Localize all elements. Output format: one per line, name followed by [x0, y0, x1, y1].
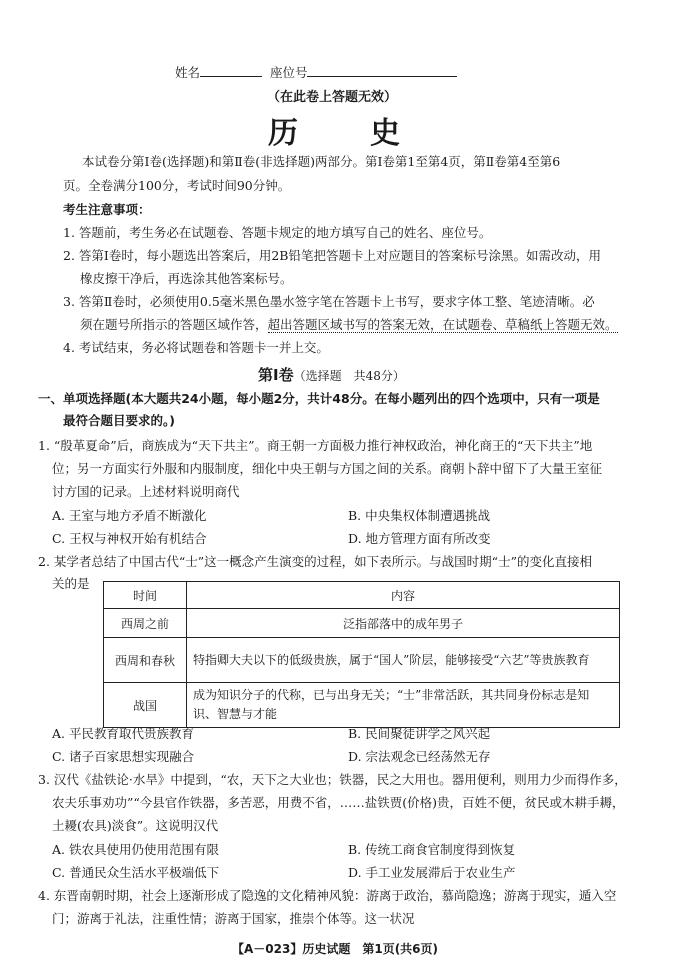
name-blank	[200, 76, 262, 77]
table-cell-time: 西周之前	[104, 609, 187, 638]
intro-line-1: 本试卷分第Ⅰ卷(选择题)和第Ⅱ卷(非选择题)两部分。第Ⅰ卷第1至第4页，第Ⅱ卷第4至第6	[82, 154, 561, 169]
section-title	[258, 364, 405, 385]
table-cell-time: 战国	[104, 683, 187, 728]
q1-option-d: D. 地方管理方面有所改变	[348, 531, 491, 546]
q2-line-2: 关的是	[52, 576, 90, 591]
notes-heading: 考生注意事项：	[63, 202, 151, 217]
intro-line-2: 页。全卷满分100分，考试时间90分钟。	[63, 178, 291, 193]
table-row	[104, 683, 620, 728]
table-row	[104, 638, 620, 683]
note-3b-pre: 须在题号所指示的答题区域作答，	[80, 317, 268, 332]
q2-option-c: C. 诸子百家思想实现融合	[52, 749, 195, 764]
page-footer	[232, 940, 438, 957]
q2-option-a: A. 平民教育取代贵族教育	[52, 726, 194, 741]
name-seat-line	[175, 63, 457, 81]
q2-line-1: 2. 某学者总结了中国古代“士”这一概念产生演变的过程，如下表所示。与战国时期“士”的变化直接相	[38, 554, 592, 569]
q3-option-a: A. 铁农具使用仍使用范围有限	[52, 842, 219, 857]
note-1: 1. 答题前，考生务必在试题卷、答题卡规定的地方填写自己的姓名、座位号。	[63, 225, 492, 240]
table-cell-content: 特指卿大夫以下的低级贵族，属于“国人”阶层，能够接受“六艺”等贵族教育	[187, 638, 620, 683]
q1-option-c: C. 王权与神权开始有机结合	[52, 531, 207, 546]
q2-option-d: D. 宗法观念已经荡然无存	[348, 749, 491, 764]
table-header-row	[104, 582, 620, 609]
q1-option-a: A. 王室与地方矛盾不断激化	[52, 508, 207, 523]
table-cell-content: 泛指部落中的成年男子	[187, 609, 620, 638]
note-2a: 2. 答第Ⅰ卷时，每小题选出答案后，用2B铅笔把答题卡上对应题目的答案标号涂黑。如需改动，用	[63, 248, 601, 263]
footer-text: 历史试题 第1页(共6页)	[302, 942, 439, 956]
note-3b	[80, 315, 618, 333]
table-cell-content: 成为知识分子的代称，已与出身无关；“士”非常活跃，其共同身份标志是知识、智慧与才能	[187, 683, 620, 728]
section-subtitle: （选择题 共48分）	[293, 369, 405, 383]
note-4: 4. 考试结束，务必将试题卷和答题卡一并上交。	[63, 340, 329, 355]
section-volume: 第Ⅰ卷	[258, 366, 294, 384]
answer-notice: （在此卷上答题无效）	[267, 90, 398, 105]
q1-line-2: 位；另一方面实行外服和内服制度，细化中央王朝与方国之间的关系。商朝卜辞中留下了大量王室征	[52, 461, 603, 476]
q3-line-3: 土耰(农具)淡食”。这说明汉代	[52, 818, 219, 833]
q4-line-1: 4. 东晋南朝时期，社会上逐渐形成了隐逸的文化精神风貌：游离于政治，慕尚隐逸；游离于现实，遁入空	[38, 888, 617, 903]
table-header-time: 时间	[104, 582, 187, 609]
table-row	[104, 609, 620, 638]
page-title: 历 史	[268, 116, 404, 151]
seat-label: 座位号	[269, 65, 308, 80]
table-header-content: 内容	[187, 582, 620, 609]
q3-option-d: D. 手工业发展滞后于农业生产	[348, 865, 516, 880]
note-3b-emphasis: 超出答题区域书写的答案无效，在试题卷、草稿纸上答题无效。	[267, 317, 618, 332]
seat-blank	[307, 76, 457, 77]
q1-line-1: 1. “殷革夏命”后，商族成为“天下共主”。商王朝一方面极力推行神权政治，神化商王的“天下共主”地	[38, 438, 593, 453]
q3-line-2: 农夫乐事劝功”“今县官作铁器，多苦恶，用费不省，……盐铁贾(价格)贵，百姓不便，贫民或木耕手耨，	[52, 795, 625, 810]
q3-option-b: B. 传统工商食官制度得到恢复	[348, 842, 516, 857]
q4-line-2: 门；游离于礼法，注重性情；游离于国家，推崇个体等。这一状况	[52, 911, 415, 926]
name-label: 姓名	[175, 65, 201, 80]
q2-option-b: B. 民间聚徒讲学之风兴起	[348, 726, 491, 741]
q1-line-3: 讨方国的记录。上述材料说明商代	[52, 484, 240, 499]
footer-code: 【A－023】	[232, 942, 303, 956]
table-cell-time: 西周和春秋	[104, 638, 187, 683]
q2-table	[103, 581, 620, 728]
note-2b: 橡皮擦干净后，再选涂其他答案标号。	[80, 271, 293, 286]
q3-line-1: 3. 汉代《盐铁论·水旱》中提到，“农，天下之大业也；铁器，民之大用也。器用便利，则用力少而得作多，	[38, 772, 627, 787]
section-instruction-2: 最符合题目要求的。)	[63, 413, 175, 428]
q3-option-c: C. 普通民众生活水平极端低下	[52, 865, 220, 880]
q1-option-b: B. 中央集权体制遭遇挑战	[348, 508, 491, 523]
section-instruction-1: 一、单项选择题(本大题共24小题，每小题2分，共计48分。在每小题列出的四个选项中，只有一项是	[38, 391, 600, 406]
note-3a: 3. 答第Ⅱ卷时，必须使用0.5毫米黑色墨水签字笔在答题卡上书写，要求字体工整、笔迹清晰。必	[63, 294, 595, 309]
